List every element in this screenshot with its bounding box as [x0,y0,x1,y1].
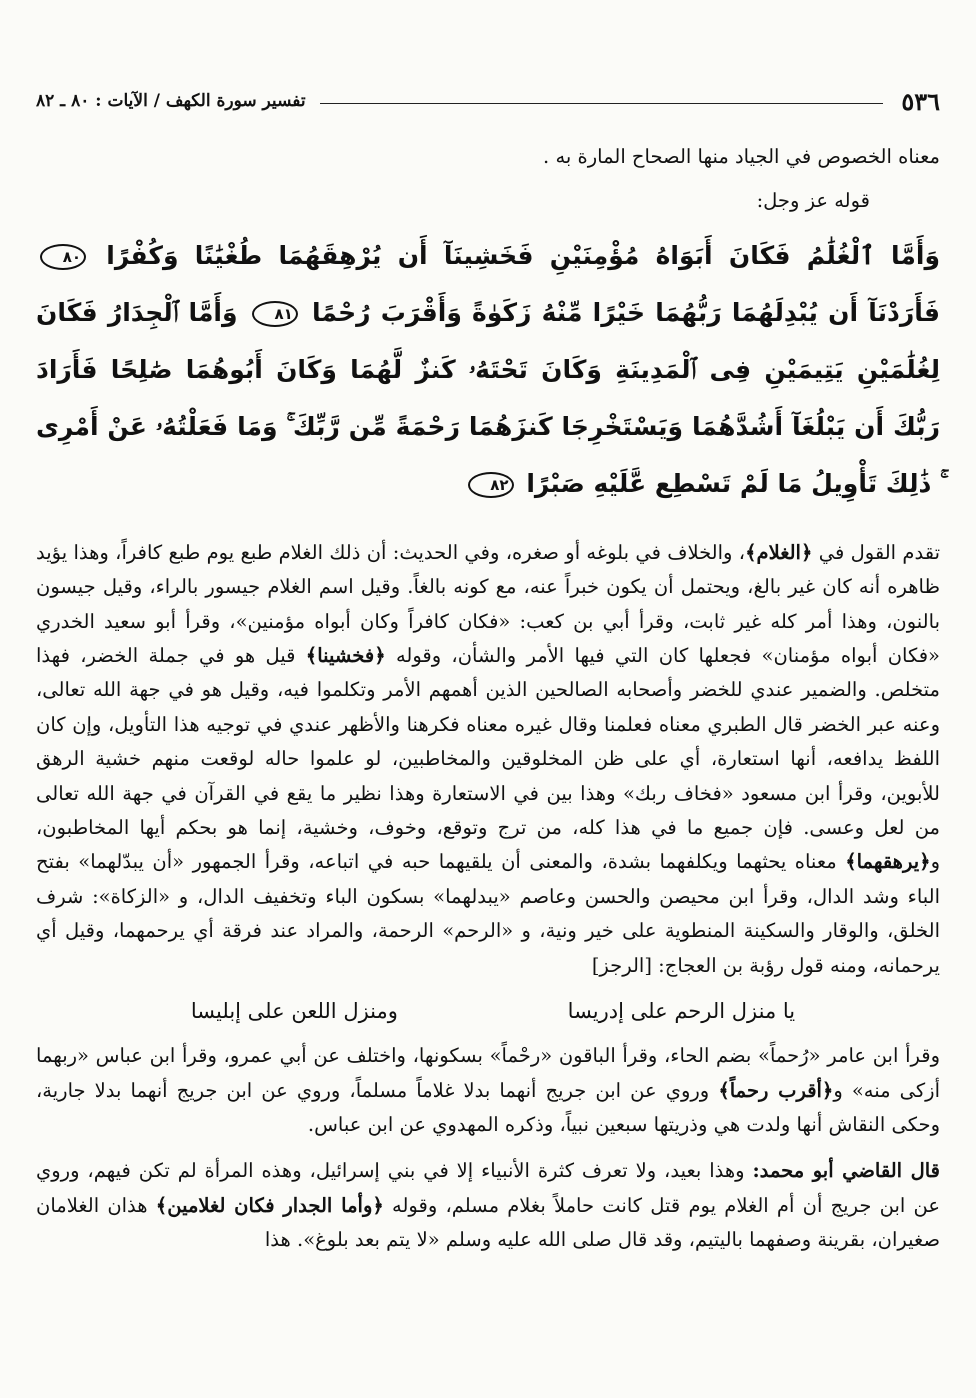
text-run: وقرأ ابن عامر «رُحماً» بضم الحاء، وقرأ الباقون «رحْماً» بسكونها، واختلف عن أبي عمرو، وقرأ ابن عباس «ربهما أزكى منه» و [36,1044,941,1102]
quote-intro: قوله عز وجل: [756,189,870,213]
quran-text-80: وَأَمَّا ٱلْغُلَٰمُ فَكَانَ أَبَوَاهُ مُؤْمِنَيْنِ فَخَشِينَآ أَن يُرْهِقَهُمَا طُغْيَٰنًا وَكُفْرًا [106,240,940,270]
header-rule [320,103,884,104]
poetry-verse [106,991,880,1031]
text-run: وهذا بعيد، ولا تعرف كثرة الأنبياء إلا في بني إسرائيل، وهذه المرأة لم تكن فيهم، وروي عن ابن جريج أن أم الغلام يوم قتل كانت حاملاً بغلام مسلم، وقوله [36,1159,941,1217]
text-run: تقدم القول في [818,540,941,564]
quoted-word: ﴿يرهقهما﴾ [845,850,931,874]
commentary-paragraph-3 [36,1154,940,1257]
text-run: قيل هو في جملة الخضر، فهذا متخلص. والضمير عندي للخضر وأصحابه الصالحين الذين أهمهم الأمر وتكلموا فيه، وقيل هو في جهة الله تعالى، وعنه عبر الخضر قال الطبري معناه فعلمنا وقال غيره معناه فكرهنا والأظهر عندي في توجيه هذا التأويل، وإن كان اللفظ يدافعه، أنها استعارة، أي على ظن المخلوقين والمخاطبين، لو علموا حاله لوقعت منهم خشية الرهق للأبوين، وقرأ ابن مسعود «فخاف ربك» وهذا بين في الاستعارة وهذا نظير ما يقع في القرآن في جهة الله تعالى من لعل وعسى. فإن جميع ما في هذا كله، من ترج وتوقع، وخوف، وخشية، إنما هو بحكم أيها المخاطبون، و [36,644,940,874]
quoted-word: ﴿وأما الجدار فكان لغلامين﴾ [155,1193,384,1217]
running-title: تفسير سورة الكهف / الآيات : ٨٠ ـ ٨٢ [36,91,306,111]
ayah-number-82: ٨٢ [468,472,514,498]
author-label: قال القاضي أبو محمد: [752,1159,941,1183]
page-header [36,84,940,118]
intro-line: معناه الخصوص في الجياد منها الصحاح المارة به . [543,145,940,168]
page-number: ٥٣٦ [901,86,940,116]
quoted-word: ﴿الغلام﴾ [745,540,813,564]
commentary-paragraph-1 [36,536,940,983]
quoted-word: ﴿فخشينا﴾ [305,644,386,668]
text-run: ، والخلاف في بلوغه أو صغره، وفي الحديث: أن ذلك الغلام طبع يوم طبع كافراً، وهذا يؤيد ظاهره أنه كان غير بالغ، ويحتمل أن يكون خبراً عنه، مع كونه بالغاً. وقيل اسم الغلام جيسور بالراء، وقيل جيسون بالنون، وهذا أمر كله غير ثابت، وقرأ أبي بن كعب: «فكان كافراً وكان أبواه مؤمنين»، وقرأ أبو سعيد الخدري «فكان أبواه مؤمنان» فجعلها كان التي فيها الأمر والشأن، وقوله [36,540,940,668]
quran-verses [36,227,940,512]
quran-text-81: فَأَرَدْنَآ أَن يُبْدِلَهُمَا رَبُّهُمَا خَيْرًا مِّنْهُ زَكَوٰةً وَأَقْرَبَ رُحْمًا [311,297,940,327]
text-run: معناه يحثهما ويكلفهما بشدة، والمعنى أن يلقيهما حبه في اتباعه، وقرأ الجمهور «أن يبدّلهما» بفتح الباء وشد الدال، وقرأ ابن محيصن والحسن وعاصم «يبدلهما» بسكون الباء وتخفيف الدال، و «الزكاة»: شرف الخلق، والوقار والسكينة المنطوية على خير ونية، و «الرحم» الرحمة، والمراد عند فرقة أي يرحمهما، وقيل أي يرحمانه، ومنه قول رؤبة بن العجاج: [الرجز] [36,850,940,977]
ayah-number-80: ٨٠ [40,244,86,270]
hemistich-2: ومنزل اللعن على إبليسا [190,999,398,1024]
quoted-word: ﴿أقرب رحماً﴾ [718,1078,834,1102]
ayah-number-81: ٨١ [252,301,298,327]
text-run: هذان الغلامان صغيران، بقرينة وصفهما باليتيم، وقد قال صلى الله عليه وسلم «لا يتم بعد بلوغ». هذا [36,1193,940,1252]
text-run: وروي عن ابن جريج أنهما بدلا غلاماً مسلماً، وروي عن ابن جريج أنهما بدلا جارية، وحكى النقاش أنها ولدت هي وذريتها سبعين نبياً، وذكره المهدوي عن ابن عباس. [36,1078,940,1136]
quran-text-82: وَأَمَّا ٱلْجِدَارُ فَكَانَ لِغُلَٰمَيْنِ يَتِيمَيْنِ فِى ٱلْمَدِينَةِ وَكَانَ تَحْتَهُۥ كَنزٌ لَّهُمَا وَكَانَ أَبُوهُمَا صَٰلِحًا فَأَرَادَ رَبُّكَ أَن يَبْلُغَآ أَشُدَّهُمَا وَيَسْتَخْرِجَا كَنزَهُمَا رَحْمَةً مِّن رَّبِّكَ ۚ وَمَا فَعَلْتُهُۥ عَنْ أَمْرِى ۚ ذَٰلِكَ تَأْوِيلُ مَا لَمْ تَسْطِع عَّلَيْهِ صَبْرًا [36,297,940,498]
page-body [36,140,940,1258]
commentary-paragraph-2 [36,1039,940,1142]
hemistich-1: يا منزل الرحم على إدريسا [567,999,796,1024]
